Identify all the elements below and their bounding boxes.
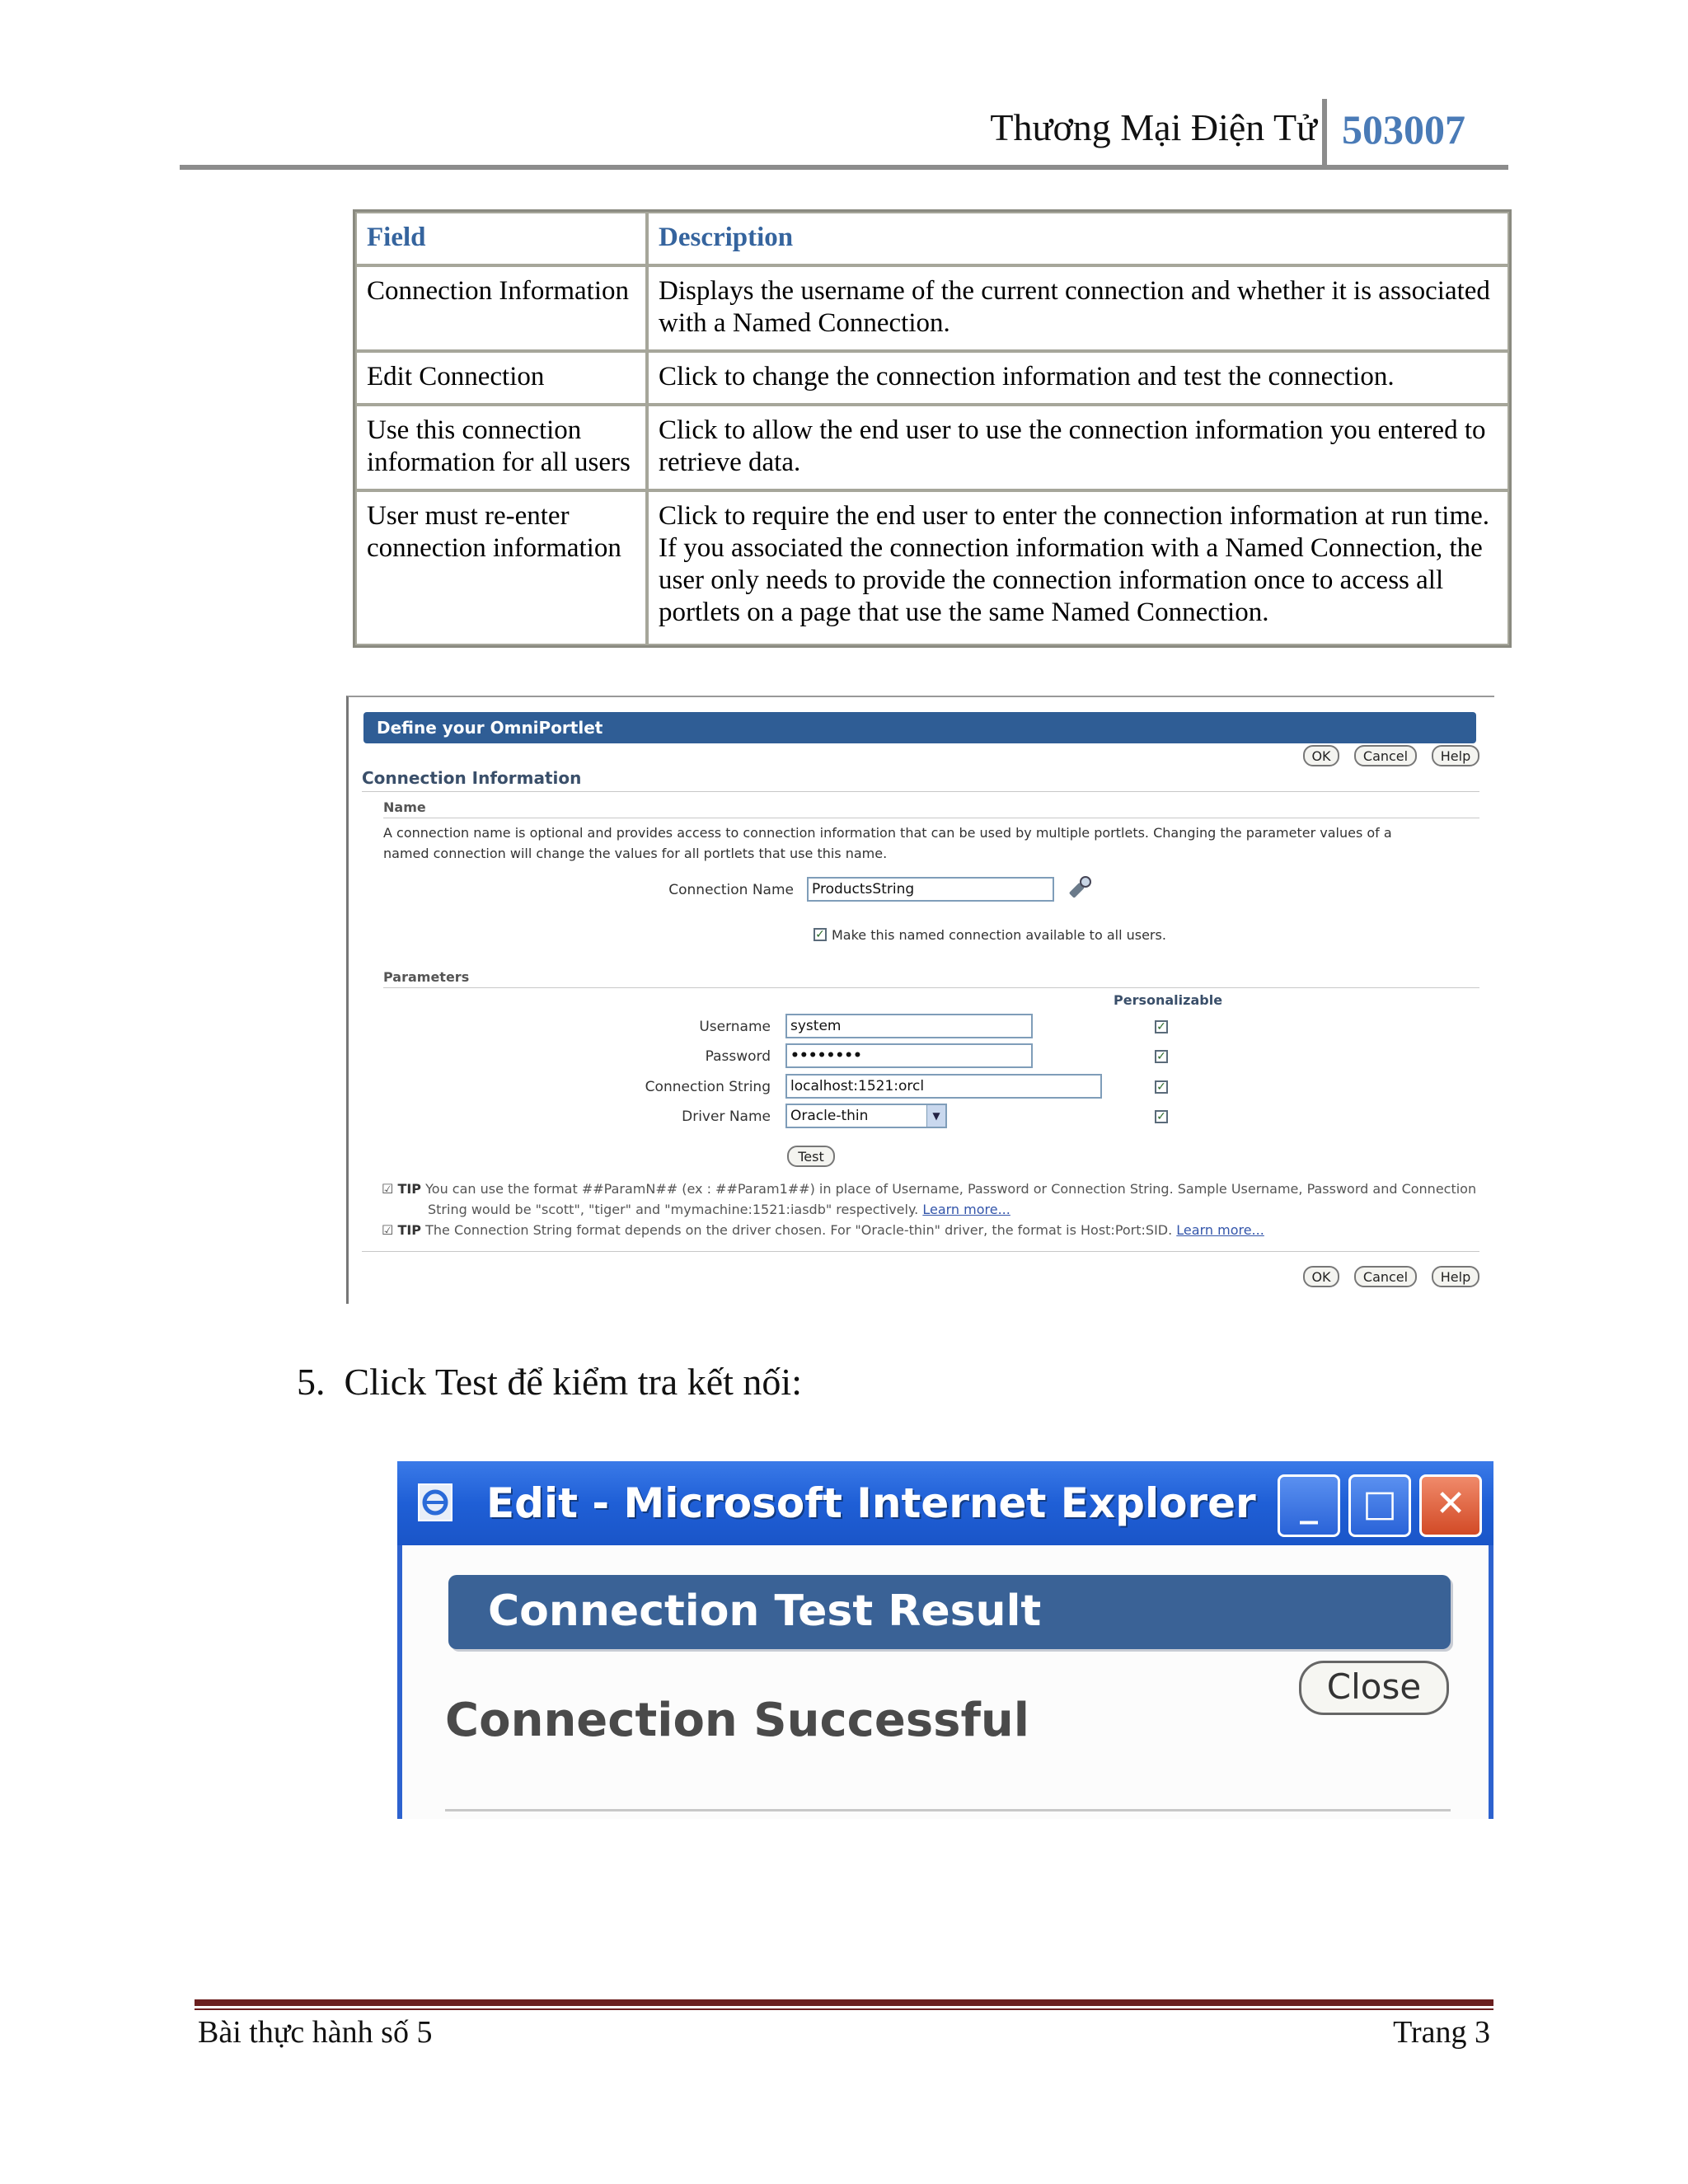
- field-cell: Use this connection information for all users: [355, 405, 647, 490]
- ok-button-top[interactable]: OK: [1303, 745, 1339, 766]
- username-personalizable-checkbox[interactable]: ✓: [1155, 1020, 1168, 1033]
- step-number: 5.: [297, 1361, 326, 1403]
- footer-rule-thin: [195, 2008, 1493, 2010]
- omniportlet-title-bar: Define your OmniPortlet: [363, 712, 1476, 743]
- ie-title-bar: [397, 1461, 1493, 1545]
- tip-label: TIP: [397, 1181, 422, 1197]
- field-description-table: [353, 209, 1512, 648]
- learn-more-link-1[interactable]: Learn more...: [922, 1202, 1010, 1217]
- omniportlet-screenshot: [346, 696, 1494, 1304]
- password-personalizable-checkbox[interactable]: ✓: [1155, 1050, 1168, 1063]
- ie-window-title: Edit - Microsoft Internet Explorer: [486, 1479, 1256, 1527]
- connection-successful-message: Connection Successful: [445, 1694, 1029, 1747]
- connection-name-input[interactable]: ProductsString: [807, 877, 1054, 902]
- password-input[interactable]: ••••••••: [785, 1043, 1033, 1068]
- tip-1-continued: [428, 1199, 1483, 1220]
- personalizable-header: Personalizable: [1114, 992, 1223, 1008]
- description-cell: Click to allow the end user to use the connection information you entered to retrieve data.: [647, 405, 1509, 490]
- tip-check-icon: ☑: [382, 1181, 394, 1197]
- connection-information-heading: Connection Information: [362, 768, 582, 788]
- field-cell: User must re-enter connection information: [355, 490, 647, 645]
- password-label: Password: [705, 1048, 771, 1065]
- ie-divider: [445, 1809, 1451, 1811]
- driver-name-label: Driver Name: [682, 1108, 771, 1125]
- tip-check-icon: ☑: [382, 1222, 394, 1238]
- header-rule: [180, 165, 1508, 170]
- field-cell: Edit Connection: [355, 351, 647, 405]
- driver-name-value: Oracle-thin: [790, 1108, 869, 1124]
- description-cell: Click to require the end user to enter the connection information at run time. If you associated the connection information with a Named Connection, the user only needs to provide the connection information once to access all portlets on a page that use the same Named Connection.: [647, 490, 1509, 645]
- description-cell: Displays the username of the current connection and whether it is associated with a Named Connection.: [647, 265, 1509, 351]
- ie-window-body: [397, 1545, 1493, 1819]
- driver-name-select[interactable]: [785, 1104, 947, 1128]
- ie-logo-icon: [415, 1479, 457, 1524]
- footer-page-number: Trang 3: [1393, 2015, 1490, 2050]
- close-icon[interactable]: ✕: [1419, 1474, 1482, 1537]
- name-description: A connection name is optional and provides access to connection information that can be used by multiple portlets. Changing the parameter values of a named connection will change the values for all portlets that use this name.: [383, 825, 1392, 861]
- connection-string-input[interactable]: localhost:1521:orcl: [785, 1074, 1102, 1099]
- tip-2: [382, 1220, 1486, 1240]
- name-subheading: Name: [383, 799, 426, 815]
- ie-window-screenshot: [397, 1461, 1493, 1819]
- field-cell: Connection Information: [355, 265, 647, 351]
- table-row: [355, 351, 1509, 405]
- close-button[interactable]: Close: [1299, 1661, 1449, 1715]
- table-row: [355, 265, 1509, 351]
- flashlight-icon[interactable]: [1064, 874, 1094, 903]
- connection-string-personalizable-checkbox[interactable]: ✓: [1155, 1080, 1168, 1094]
- table-row: [355, 490, 1509, 645]
- tip-1: [382, 1179, 1486, 1199]
- ok-button-bottom[interactable]: OK: [1303, 1266, 1339, 1287]
- header-separator: [1322, 99, 1327, 168]
- tip-1-cont-text: String would be "scott", "tiger" and "mymachine:1521:iasdb" respectively.: [428, 1202, 919, 1217]
- parameters-subheading: Parameters: [383, 969, 470, 985]
- column-header-field: Field: [355, 212, 647, 265]
- maximize-icon[interactable]: □: [1348, 1474, 1411, 1537]
- header-course-code: 503007: [1342, 106, 1465, 152]
- step-text: Click Test để kiểm tra kết nối:: [344, 1361, 802, 1403]
- connection-test-result-title: Connection Test Result: [488, 1586, 1042, 1636]
- help-button-top[interactable]: Help: [1432, 745, 1479, 766]
- table-row: [355, 405, 1509, 490]
- section-divider: [362, 791, 1479, 792]
- connection-name-label: Connection Name: [668, 882, 794, 898]
- table-header-row: [355, 212, 1509, 265]
- help-button-bottom[interactable]: Help: [1432, 1266, 1479, 1287]
- chevron-down-icon[interactable]: ▼: [926, 1105, 945, 1127]
- column-header-description: Description: [647, 212, 1509, 265]
- connection-test-panel-header: [448, 1575, 1451, 1649]
- username-input[interactable]: system: [785, 1014, 1033, 1038]
- connection-string-label: Connection String: [645, 1079, 771, 1095]
- cancel-button-top[interactable]: Cancel: [1354, 745, 1417, 766]
- learn-more-link-2[interactable]: Learn more...: [1176, 1222, 1264, 1238]
- cancel-button-bottom[interactable]: Cancel: [1354, 1266, 1417, 1287]
- tip-2-text: The Connection String format depends on the driver chosen. For "Oracle-thin" driver, the format is Host:Port:SID.: [425, 1222, 1173, 1238]
- make-available-label: Make this named connection available to all users.: [832, 927, 1166, 943]
- driver-name-personalizable-checkbox[interactable]: ✓: [1155, 1110, 1168, 1123]
- footer-lab-title: Bài thực hành số 5: [198, 2015, 433, 2050]
- minimize-icon[interactable]: _: [1278, 1474, 1340, 1537]
- step-heading: [297, 1360, 802, 1404]
- parameters-divider: [383, 987, 1479, 988]
- username-label: Username: [699, 1019, 771, 1035]
- bottom-divider: [362, 1251, 1479, 1252]
- header-title: Thương Mại Điện Tử: [990, 106, 1317, 148]
- description-cell: Click to change the connection information and test the connection.: [647, 351, 1509, 405]
- tip-1-text: You can use the format ##ParamN## (ex : ##Param1##) in place of Username, Password or Connection String. Sample Username, Password and Connection: [425, 1181, 1477, 1197]
- test-button[interactable]: Test: [787, 1146, 835, 1167]
- tip-label: TIP: [397, 1222, 422, 1238]
- footer-rule-thick: [195, 1999, 1493, 2006]
- make-available-checkbox[interactable]: ✓: [814, 928, 827, 941]
